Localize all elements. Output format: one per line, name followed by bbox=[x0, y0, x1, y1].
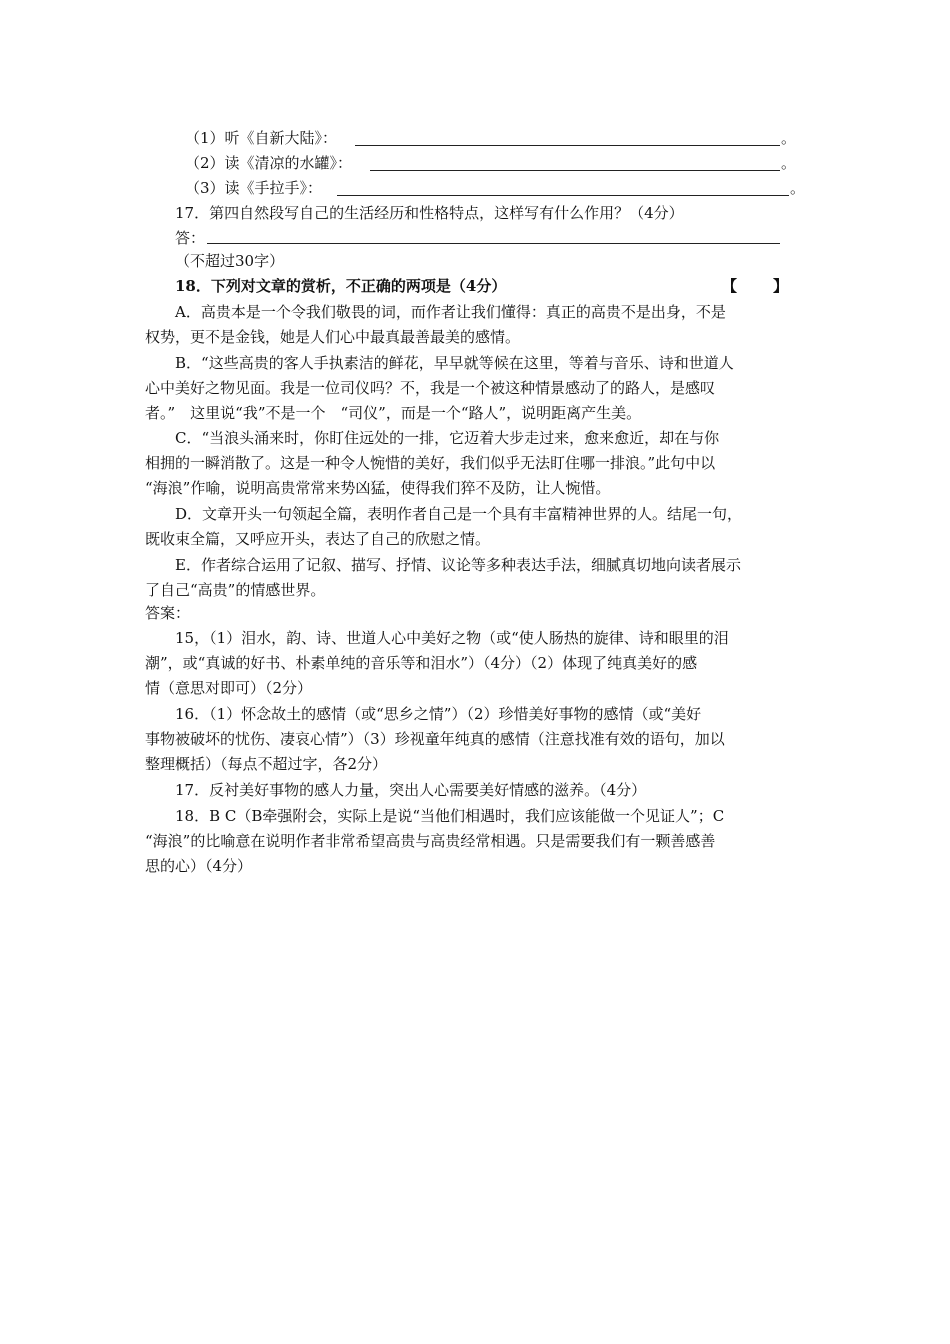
q18-option-d-line-2: 既收束全篇，又呼应开头，表达了自己的欣慰之情。 bbox=[145, 530, 491, 548]
answer-18-line-2: “海浪”的比喻意在说明作者非常希望高贵与高贵经常相遇。只是需要我们有一颗善感善 bbox=[145, 832, 716, 850]
q16-item-3-label: （3）读《手拉手》： bbox=[185, 179, 323, 197]
q18-option-c-line-1: C．“当浪头涌来时，你盯住远处的一排，它迈着大步走过来，愈来愈近，却在与你 bbox=[175, 429, 720, 447]
answer-16-line-2: 事物被破坏的忧伤、凄哀心情”）（3）珍视童年纯真的感情（注意找准有效的语句，加以 bbox=[145, 730, 725, 748]
q18-question: 18．下列对文章的赏析，不正确的两项是（4分） bbox=[175, 277, 507, 295]
q18-option-b-line-3: 者。” 这里说“我”不是一个 “司仪”，而是一个“路人”，说明距离产生美。 bbox=[145, 404, 642, 422]
answer-18-line-1: 18．B C（B牵强附会，实际上是说“当他们相遇时，我们应该能做一个见证人”；C bbox=[175, 807, 725, 825]
q18-option-d-line-1: D．文章开头一句领起全篇，表明作者自己是一个具有丰富精神世界的人。结尾一句， bbox=[175, 505, 743, 523]
q18-option-c-line-3: “海浪”作喻，说明高贵常常来势凶猛，使得我们猝不及防，让人惋惜。 bbox=[145, 479, 611, 497]
q16-item-1-blank[interactable] bbox=[355, 145, 780, 146]
q16-item-1-end: 。 bbox=[781, 129, 797, 147]
answer-16-line-1: 16．（1）怀念故土的感情（或“思乡之情”）（2）珍惜美好事物的感情（或“美好 bbox=[175, 705, 702, 723]
q18-option-a-line-2: 权势，更不是金钱，她是人们心中最真最善最美的感情。 bbox=[145, 328, 521, 346]
q18-option-e-line-1: E．作者综合运用了记叙、描写、抒情、议论等多种表达手法，细腻真切地向读者展示 bbox=[175, 556, 741, 574]
q16-item-3-end: 。 bbox=[790, 179, 806, 197]
q16-item-2-label: （2）读《清凉的水罐》： bbox=[185, 154, 353, 172]
q18-option-c-line-2: 相拥的一瞬消散了。这是一种令人惋惜的美好，我们似乎无法盯住哪一排浪。”此句中以 bbox=[145, 454, 716, 472]
answer-15-line-1: 15，（1）泪水，韵、诗、世道人心中美好之物（或“使人肠热的旋律、诗和眼里的泪 bbox=[175, 629, 729, 647]
answer-15-line-2: 潮”，或“真诚的好书、朴素单纯的音乐等和泪水”）（4分）（2）体现了纯真美好的感 bbox=[145, 654, 698, 672]
q17-answer-label: 答： bbox=[175, 229, 206, 247]
q18-option-e-line-2: 了自己“高贵”的情感世界。 bbox=[145, 581, 326, 599]
q18-option-b-line-2: 心中美好之物见面。我是一位司仪吗？不，我是一个被这种情景感动了的路人，是感叹 bbox=[145, 379, 716, 397]
q18-answer-bracket: 【 】 bbox=[722, 277, 791, 295]
answer-16-line-3: 整理概括）（每点不超过字，各2分） bbox=[145, 755, 388, 773]
q16-item-2-blank[interactable] bbox=[370, 170, 780, 171]
q16-item-3-blank[interactable] bbox=[337, 195, 789, 196]
answers-heading: 答案： bbox=[145, 604, 191, 622]
answer-17-line-1: 17．反衬美好事物的感人力量，突出人心需要美好情感的滋养。（4分） bbox=[175, 781, 647, 799]
q16-item-2-end: 。 bbox=[781, 154, 797, 172]
q18-option-a-line-1: A．高贵本是一个令我们敬畏的词，而作者让我们懂得：真正的高贵不是出身，不是 bbox=[175, 303, 726, 321]
answer-18-line-3: 思的心）（4分） bbox=[145, 857, 253, 875]
q16-item-1-label: （1）听《自新大陆》： bbox=[185, 129, 338, 147]
q18-option-b-line-1: B．“这些高贵的客人手执素洁的鲜花，早早就等候在这里，等着与音乐、诗和世道人 bbox=[175, 354, 734, 372]
answer-15-line-3: 情（意思对即可）（2分） bbox=[145, 679, 313, 697]
q17-answer-blank[interactable] bbox=[207, 243, 780, 244]
q17-question: 17．第四自然段写自己的生活经历和性格特点，这样写有什么作用？（4分） bbox=[175, 204, 684, 222]
q17-limit: （不超过30字） bbox=[175, 252, 285, 270]
